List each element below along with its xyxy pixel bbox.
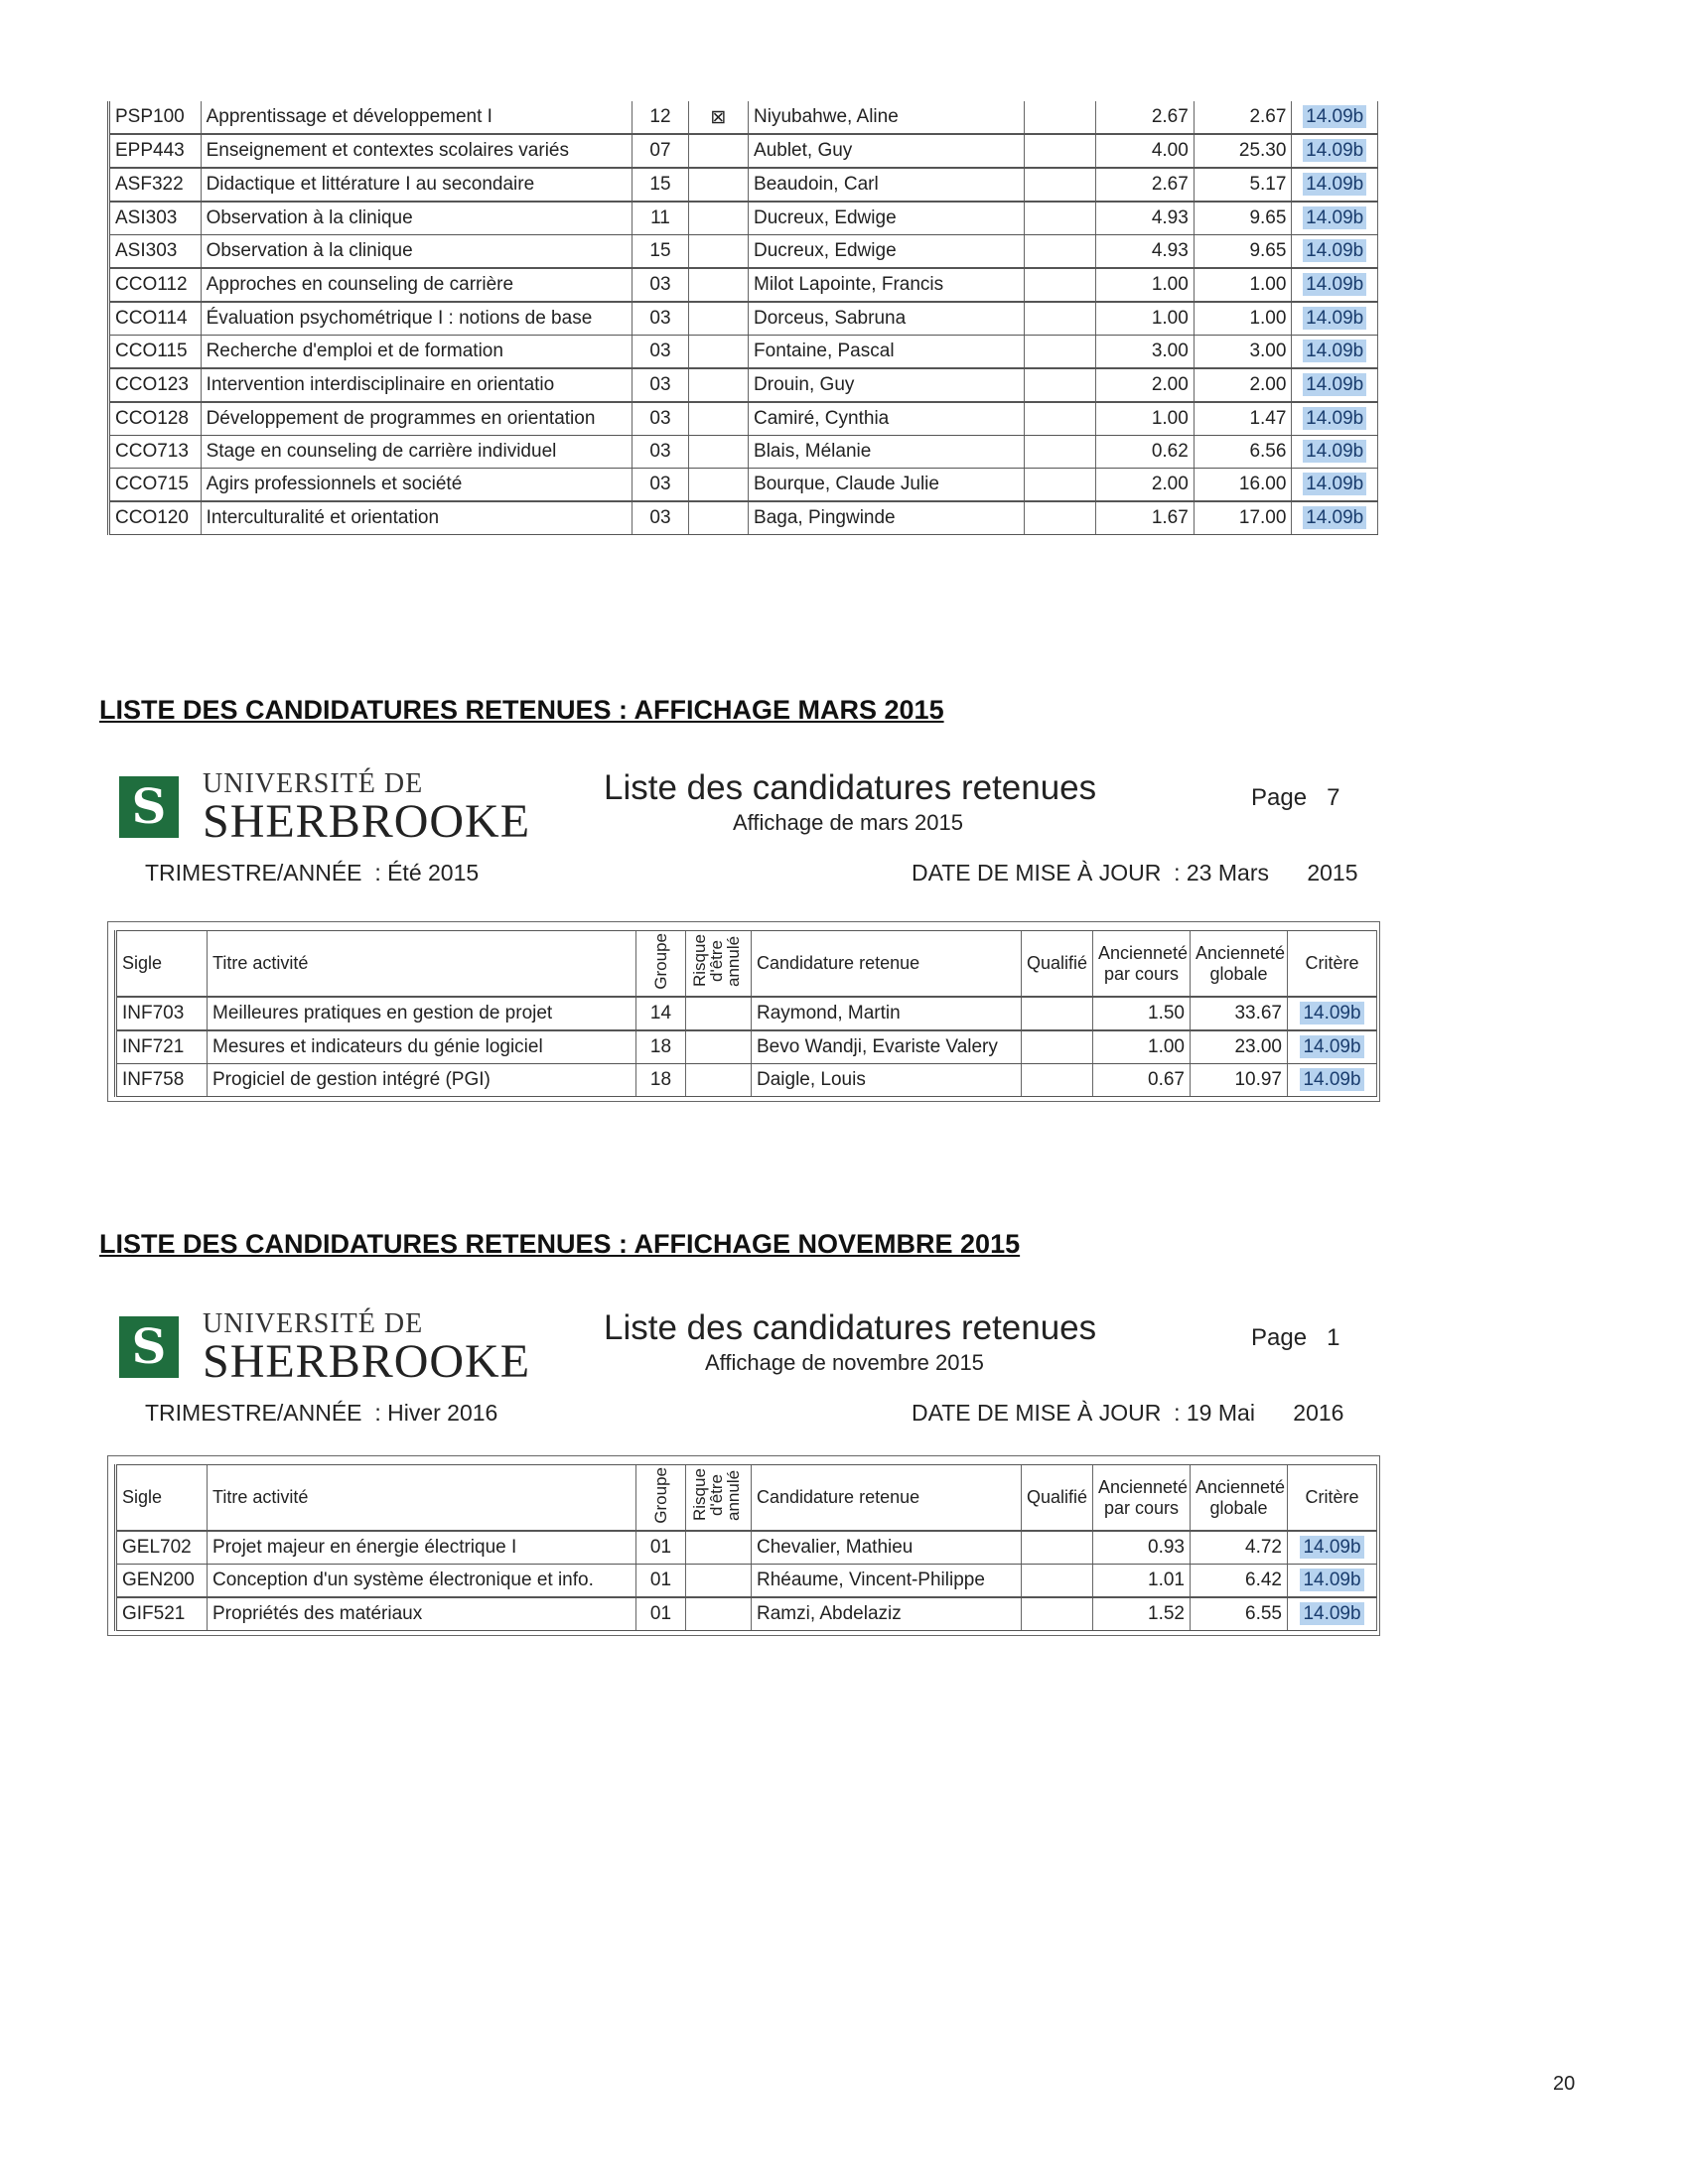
cell-candidat: Camiré, Cynthia <box>749 402 1025 436</box>
cell-sigle: GIF521 <box>116 1597 208 1631</box>
table-row <box>109 235 1378 269</box>
cell-anc-globale: 6.42 <box>1191 1565 1288 1598</box>
criterion-badge: 14.09b <box>1303 340 1366 362</box>
update-date <box>912 860 1358 887</box>
cell-anc-cours: 2.00 <box>1096 469 1195 502</box>
cell-sigle: CCO120 <box>109 501 202 535</box>
cell-titre: Enseignement et contextes scolaires variés <box>201 134 633 168</box>
cell-candidat: Fontaine, Pascal <box>749 336 1025 369</box>
criterion-badge: 14.09b <box>1300 1068 1363 1091</box>
cell-critere <box>1292 101 1378 134</box>
col-risque: Risque d'être annulé <box>686 1465 752 1532</box>
col-sigle: Sigle <box>116 931 208 998</box>
cell-titre: Approches en counseling de carrière <box>201 268 633 302</box>
criterion-badge: 14.09b <box>1300 1536 1363 1559</box>
criterion-badge: 14.09b <box>1300 1002 1363 1024</box>
col-anciennete-cours: Ancienneté par cours <box>1093 931 1191 998</box>
cell-groupe: 14 <box>636 997 686 1030</box>
cell-critere <box>1292 134 1378 168</box>
cell-anc-cours: 1.52 <box>1093 1597 1191 1631</box>
table-header-row <box>116 931 1377 998</box>
cell-anc-globale: 1.47 <box>1194 402 1292 436</box>
cell-anc-cours: 0.62 <box>1096 436 1195 469</box>
cell-risque <box>688 268 748 302</box>
cell-qualifie <box>1024 501 1095 535</box>
cell-risque <box>688 402 748 436</box>
cell-titre: Stage en counseling de carrière individuel <box>201 436 633 469</box>
criterion-badge: 14.09b <box>1303 440 1366 463</box>
cell-sigle: CCO128 <box>109 402 202 436</box>
cell-risque <box>688 202 748 235</box>
cell-sigle: ASI303 <box>109 235 202 269</box>
university-logo-icon: S <box>119 776 179 838</box>
cell-anc-globale: 16.00 <box>1194 469 1292 502</box>
cell-critere <box>1292 268 1378 302</box>
table-row <box>109 134 1378 168</box>
cell-titre: Évaluation psychométrique I : notions de base <box>201 302 633 336</box>
cell-risque <box>688 469 748 502</box>
cell-anc-cours: 0.67 <box>1093 1064 1191 1097</box>
date-year: 2016 <box>1293 1400 1344 1426</box>
cell-candidat: Baga, Pingwinde <box>749 501 1025 535</box>
cell-qualifie <box>1024 202 1095 235</box>
criterion-badge: 14.09b <box>1303 173 1366 196</box>
cell-titre: Projet majeur en énergie électrique I <box>208 1531 636 1565</box>
col-risque: Risque d'être annulé <box>686 931 752 998</box>
table-row <box>109 202 1378 235</box>
cell-qualifie <box>1022 997 1093 1030</box>
cell-candidat: Aublet, Guy <box>749 134 1025 168</box>
criterion-badge: 14.09b <box>1300 1569 1363 1591</box>
cell-anc-globale: 2.00 <box>1194 368 1292 402</box>
cell-candidat: Ducreux, Edwige <box>749 235 1025 269</box>
cell-qualifie <box>1024 302 1095 336</box>
cell-qualifie <box>1024 101 1095 134</box>
cell-qualifie <box>1022 1531 1093 1565</box>
cell-anc-globale: 1.00 <box>1194 268 1292 302</box>
cell-critere <box>1292 168 1378 202</box>
cell-anc-cours: 1.01 <box>1093 1565 1191 1598</box>
date-value: : 19 Mai <box>1174 1400 1255 1426</box>
update-date <box>912 1400 1343 1427</box>
cell-qualifie <box>1024 134 1095 168</box>
table-row <box>116 1531 1377 1565</box>
cell-groupe: 03 <box>633 402 688 436</box>
page-value: 7 <box>1327 784 1340 811</box>
cell-sigle: INF721 <box>116 1030 208 1064</box>
cell-sigle: PSP100 <box>109 101 202 134</box>
report-title: Liste des candidatures retenues <box>604 768 1097 807</box>
cell-anc-globale: 23.00 <box>1191 1030 1288 1064</box>
cell-sigle: CCO123 <box>109 368 202 402</box>
criterion-badge: 14.09b <box>1303 473 1366 495</box>
table-row <box>109 168 1378 202</box>
criterion-badge: 14.09b <box>1303 105 1366 128</box>
cell-critere <box>1292 202 1378 235</box>
cell-critere <box>1292 436 1378 469</box>
cell-qualifie <box>1024 235 1095 269</box>
cell-risque <box>688 436 748 469</box>
report-header-mars-2015 <box>99 766 1390 925</box>
cell-candidat: Ramzi, Abdelaziz <box>752 1597 1022 1631</box>
cell-qualifie <box>1022 1565 1093 1598</box>
report-subtitle: Affichage de novembre 2015 <box>705 1350 984 1375</box>
cell-sigle: ASF322 <box>109 168 202 202</box>
cell-sigle: INF758 <box>116 1064 208 1097</box>
cell-risque <box>688 501 748 535</box>
cell-anc-cours: 0.93 <box>1093 1531 1191 1565</box>
cell-groupe: 03 <box>633 268 688 302</box>
cell-groupe: 01 <box>636 1565 686 1598</box>
cell-sigle: GEL702 <box>116 1531 208 1565</box>
cell-critere <box>1288 997 1377 1030</box>
page-label: Page <box>1251 1324 1308 1351</box>
col-anciennete-globale: Ancienneté globale <box>1191 1465 1288 1532</box>
table-row <box>109 268 1378 302</box>
cell-risque <box>688 168 748 202</box>
col-anciennete-globale: Ancienneté globale <box>1191 931 1288 998</box>
report-header-novembre-2015 <box>99 1306 1390 1465</box>
cell-groupe: 15 <box>633 235 688 269</box>
cell-critere <box>1292 469 1378 502</box>
report-subtitle: Affichage de mars 2015 <box>733 810 963 835</box>
table-row <box>109 336 1378 369</box>
cell-critere <box>1292 368 1378 402</box>
cell-sigle: EPP443 <box>109 134 202 168</box>
cell-risque <box>686 997 752 1030</box>
col-sigle: Sigle <box>116 1465 208 1532</box>
cell-groupe: 03 <box>633 469 688 502</box>
col-critere: Critère <box>1288 931 1377 998</box>
cell-groupe: 03 <box>633 368 688 402</box>
cell-critere <box>1292 235 1378 269</box>
cell-risque <box>686 1597 752 1631</box>
trimestre <box>145 860 479 887</box>
report-title: Liste des candidatures retenues <box>604 1308 1097 1347</box>
cell-groupe: 12 <box>633 101 688 134</box>
page-number: 20 <box>1553 2073 1576 2095</box>
cell-titre: Apprentissage et développement I <box>201 101 633 134</box>
cell-anc-globale: 10.97 <box>1191 1064 1288 1097</box>
cell-titre: Interculturalité et orientation <box>201 501 633 535</box>
cell-qualifie <box>1024 402 1095 436</box>
date-label: DATE DE MISE À JOUR <box>912 1400 1162 1426</box>
cell-qualifie <box>1024 436 1095 469</box>
col-groupe: Groupe <box>636 1465 686 1532</box>
col-anciennete-cours: Ancienneté par cours <box>1093 1465 1191 1532</box>
trimestre-label: TRIMESTRE/ANNÉE <box>145 1400 362 1426</box>
cell-sigle: CCO112 <box>109 268 202 302</box>
col-groupe: Groupe <box>636 931 686 998</box>
cell-qualifie <box>1024 168 1095 202</box>
university-name-line1: UNIVERSITÉ DE <box>203 768 424 799</box>
table-row <box>109 436 1378 469</box>
cell-anc-cours: 4.93 <box>1096 235 1195 269</box>
cell-anc-globale: 4.72 <box>1191 1531 1288 1565</box>
cell-sigle: ASI303 <box>109 202 202 235</box>
cell-groupe: 11 <box>633 202 688 235</box>
section-title-mars-2015: LISTE DES CANDIDATURES RETENUES : AFFICHAGE MARS 2015 <box>99 695 944 725</box>
cell-critere <box>1292 336 1378 369</box>
cell-sigle: INF703 <box>116 997 208 1030</box>
cell-candidat: Ducreux, Edwige <box>749 202 1025 235</box>
criterion-badge: 14.09b <box>1303 273 1366 296</box>
cell-candidat: Milot Lapointe, Francis <box>749 268 1025 302</box>
cell-qualifie <box>1024 268 1095 302</box>
cell-risque <box>686 1565 752 1598</box>
cell-qualifie <box>1022 1064 1093 1097</box>
cell-candidat: Rhéaume, Vincent-Philippe <box>752 1565 1022 1598</box>
cell-anc-globale: 6.55 <box>1191 1597 1288 1631</box>
cell-anc-cours: 3.00 <box>1096 336 1195 369</box>
col-qualifie: Qualifié <box>1022 931 1093 998</box>
criterion-badge: 14.09b <box>1303 206 1366 229</box>
col-critere: Critère <box>1288 1465 1377 1532</box>
date-year: 2015 <box>1307 860 1358 886</box>
cell-anc-cours: 1.00 <box>1096 402 1195 436</box>
cell-qualifie <box>1024 469 1095 502</box>
criterion-badge: 14.09b <box>1303 139 1366 162</box>
cell-titre: Mesures et indicateurs du génie logiciel <box>208 1030 636 1064</box>
cell-risque <box>688 368 748 402</box>
cell-groupe: 18 <box>636 1030 686 1064</box>
col-qualifie: Qualifié <box>1022 1465 1093 1532</box>
cell-titre: Conception d'un système électronique et info. <box>208 1565 636 1598</box>
table-row <box>116 1064 1377 1097</box>
cell-titre: Intervention interdisciplinaire en orientatio <box>201 368 633 402</box>
table-row <box>116 1565 1377 1598</box>
cell-critere <box>1288 1565 1377 1598</box>
cell-candidat: Niyubahwe, Aline <box>749 101 1025 134</box>
page-indicator <box>1251 784 1339 812</box>
cell-critere <box>1288 1531 1377 1565</box>
cell-anc-cours: 1.00 <box>1096 302 1195 336</box>
cell-groupe: 01 <box>636 1597 686 1631</box>
cell-risque <box>686 1030 752 1064</box>
page-indicator <box>1251 1324 1339 1352</box>
table-header-row <box>116 1465 1377 1532</box>
cell-anc-globale: 1.00 <box>1194 302 1292 336</box>
cell-critere <box>1288 1597 1377 1631</box>
cell-anc-cours: 2.00 <box>1096 368 1195 402</box>
criterion-badge: 14.09b <box>1303 506 1366 529</box>
cell-risque <box>688 235 748 269</box>
cell-critere <box>1292 302 1378 336</box>
cell-risque <box>688 336 748 369</box>
cell-groupe: 03 <box>633 436 688 469</box>
cell-anc-globale: 6.56 <box>1194 436 1292 469</box>
cell-candidat: Bevo Wandji, Evariste Valery <box>752 1030 1022 1064</box>
cell-anc-globale: 17.00 <box>1194 501 1292 535</box>
cell-anc-globale: 2.67 <box>1194 101 1292 134</box>
cell-candidat: Drouin, Guy <box>749 368 1025 402</box>
cell-risque: ⊠ <box>688 101 748 134</box>
table-row <box>116 997 1377 1030</box>
criterion-badge: 14.09b <box>1300 1602 1363 1625</box>
cell-critere <box>1292 501 1378 535</box>
university-name-line2: SHERBROOKE <box>203 795 531 848</box>
cell-sigle: CCO115 <box>109 336 202 369</box>
cell-critere <box>1288 1030 1377 1064</box>
cell-titre: Observation à la clinique <box>201 202 633 235</box>
col-candidat: Candidature retenue <box>752 1465 1022 1532</box>
cell-anc-globale: 5.17 <box>1194 168 1292 202</box>
table-row <box>109 501 1378 535</box>
cell-titre: Observation à la clinique <box>201 235 633 269</box>
cell-sigle: CCO114 <box>109 302 202 336</box>
cell-anc-globale: 3.00 <box>1194 336 1292 369</box>
cell-titre: Recherche d'emploi et de formation <box>201 336 633 369</box>
cell-groupe: 03 <box>633 302 688 336</box>
cell-sigle: GEN200 <box>116 1565 208 1598</box>
cell-qualifie <box>1022 1030 1093 1064</box>
trimestre-value: : Hiver 2016 <box>374 1400 498 1426</box>
cell-candidat: Beaudoin, Carl <box>749 168 1025 202</box>
cell-anc-cours: 2.67 <box>1096 168 1195 202</box>
top-candidates-table <box>107 101 1378 535</box>
cell-sigle: CCO715 <box>109 469 202 502</box>
cell-candidat: Raymond, Martin <box>752 997 1022 1030</box>
university-name-line1: UNIVERSITÉ DE <box>203 1308 424 1339</box>
cell-titre: Meilleures pratiques en gestion de projet <box>208 997 636 1030</box>
section-title-novembre-2015: LISTE DES CANDIDATURES RETENUES : AFFICHAGE NOVEMBRE 2015 <box>99 1229 1021 1259</box>
cell-anc-globale: 9.65 <box>1194 235 1292 269</box>
cell-anc-globale: 9.65 <box>1194 202 1292 235</box>
cell-qualifie <box>1022 1597 1093 1631</box>
table-row <box>109 402 1378 436</box>
cell-groupe: 01 <box>636 1531 686 1565</box>
cell-anc-cours: 1.50 <box>1093 997 1191 1030</box>
criterion-badge: 14.09b <box>1300 1035 1363 1058</box>
col-titre: Titre activité <box>208 1465 636 1532</box>
cell-anc-cours: 4.00 <box>1096 134 1195 168</box>
table-row <box>109 101 1378 134</box>
cell-critere <box>1292 402 1378 436</box>
cell-groupe: 07 <box>633 134 688 168</box>
criterion-badge: 14.09b <box>1303 373 1366 396</box>
cell-titre: Didactique et littérature I au secondaire <box>201 168 633 202</box>
cell-qualifie <box>1024 368 1095 402</box>
cell-risque <box>688 134 748 168</box>
cell-qualifie <box>1024 336 1095 369</box>
cell-titre: Agirs professionnels et société <box>201 469 633 502</box>
cell-anc-globale: 25.30 <box>1194 134 1292 168</box>
cell-anc-cours: 1.67 <box>1096 501 1195 535</box>
report-table-mars-2015 <box>107 921 1380 1102</box>
table-row <box>109 302 1378 336</box>
table-row <box>116 1597 1377 1631</box>
report-table-novembre-2015 <box>107 1455 1380 1636</box>
table-row <box>116 1030 1377 1064</box>
criterion-badge: 14.09b <box>1303 307 1366 330</box>
cell-anc-globale: 33.67 <box>1191 997 1288 1030</box>
cell-groupe: 18 <box>636 1064 686 1097</box>
page-value: 1 <box>1327 1324 1340 1351</box>
cell-anc-cours: 4.93 <box>1096 202 1195 235</box>
university-name-line2: SHERBROOKE <box>203 1335 531 1388</box>
cell-candidat: Chevalier, Mathieu <box>752 1531 1022 1565</box>
university-logo-icon: S <box>119 1316 179 1378</box>
cell-anc-cours: 1.00 <box>1096 268 1195 302</box>
cell-groupe: 03 <box>633 336 688 369</box>
cell-anc-cours: 1.00 <box>1093 1030 1191 1064</box>
table-row <box>109 469 1378 502</box>
cell-sigle: CCO713 <box>109 436 202 469</box>
cell-candidat: Daigle, Louis <box>752 1064 1022 1097</box>
cell-groupe: 03 <box>633 501 688 535</box>
date-label: DATE DE MISE À JOUR <box>912 860 1162 886</box>
cell-anc-cours: 2.67 <box>1096 101 1195 134</box>
cell-risque <box>686 1064 752 1097</box>
cell-titre: Propriétés des matériaux <box>208 1597 636 1631</box>
cell-candidat: Dorceus, Sabruna <box>749 302 1025 336</box>
cell-risque <box>688 302 748 336</box>
cell-risque <box>686 1531 752 1565</box>
cell-titre: Progiciel de gestion intégré (PGI) <box>208 1064 636 1097</box>
col-titre: Titre activité <box>208 931 636 998</box>
criterion-badge: 14.09b <box>1303 407 1366 430</box>
trimestre <box>145 1400 497 1427</box>
cell-candidat: Blais, Mélanie <box>749 436 1025 469</box>
cell-candidat: Bourque, Claude Julie <box>749 469 1025 502</box>
cell-groupe: 15 <box>633 168 688 202</box>
cell-titre: Développement de programmes en orientation <box>201 402 633 436</box>
cell-critere <box>1288 1064 1377 1097</box>
col-candidat: Candidature retenue <box>752 931 1022 998</box>
date-value: : 23 Mars <box>1174 860 1269 886</box>
criterion-badge: 14.09b <box>1303 239 1366 262</box>
trimestre-value: : Été 2015 <box>374 860 480 886</box>
trimestre-label: TRIMESTRE/ANNÉE <box>145 860 362 886</box>
table-row <box>109 368 1378 402</box>
page-label: Page <box>1251 784 1308 811</box>
